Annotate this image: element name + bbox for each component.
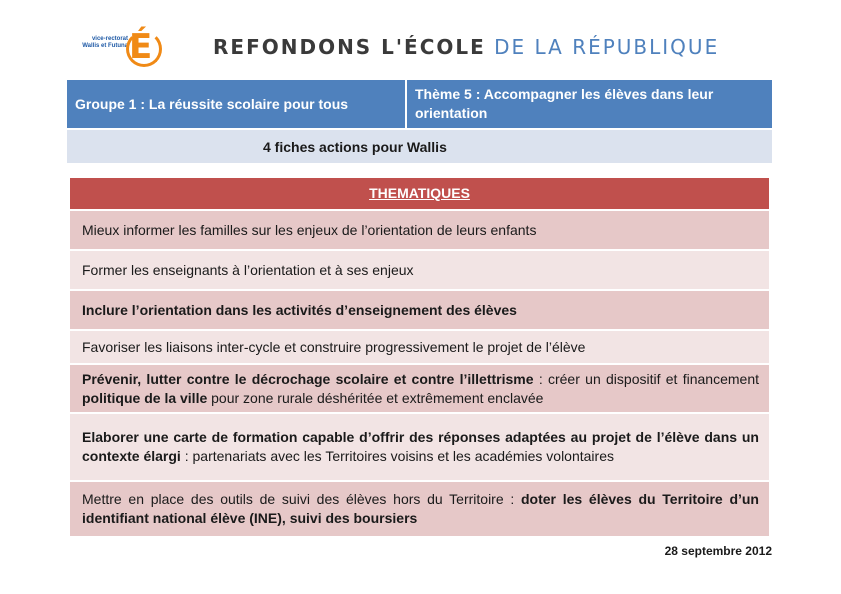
row-bold: Prévenir, lutter contre le décrochage scolaire et contre l’illettrisme [82,370,534,387]
theme-cell: Thème 5 : Accompagner les élèves dans leur orientation [407,80,772,128]
table-row [70,289,769,329]
logo-text [76,36,128,50]
table-header: THEMATIQUES [70,178,769,209]
row-bold: doter les élèves du Territoire d’un identifiant national élève (INE), suivi des boursiers [82,491,759,526]
logo-e-icon: É [129,27,153,67]
table-row [70,249,769,289]
group-cell: Groupe 1 : La réussite scolaire pour tous [67,80,407,128]
vice-rectorat-logo [76,28,158,68]
thematiques-table [70,178,769,536]
page-title [213,35,719,59]
row-bold: politique de la ville [82,389,208,406]
fiches-banner: 4 fiches actions pour Wallis [67,130,772,163]
logo-line1: vice-rectorat [91,36,128,42]
table-row [70,363,769,412]
row-normal: Mettre en place des outils de suivi des élèves hors du Territoire : [82,491,521,507]
row-text: Former les enseignants à l’orientation et à ses enjeux [82,261,414,278]
row-text [82,370,759,408]
row-bold: Elaborer une carte de formation capable d’offrir des réponses adaptées au projet de l’élève dans un contexte élargi [82,429,759,464]
row-normal: : partenariats avec les Territoires voisins et les académies volontaires [180,448,614,464]
table-row [70,412,769,480]
table-row [70,209,769,249]
group-theme-row [67,80,772,128]
row-normal: : créer un dispositif et financement [533,370,759,387]
table-row [70,329,769,363]
row-text [82,490,759,528]
title-part1: REFONDONS L'ÉCOLE [213,35,486,59]
row-normal: pour zone rurale déshéritée et extrêmement enclavée [207,389,544,406]
table-row [70,480,769,536]
title-part2: DE LA RÉPUBLIQUE [494,35,720,59]
row-text: Inclure l’orientation dans les activités d’enseignement des élèves [82,301,517,318]
row-text [82,428,759,466]
row-text: Mieux informer les familles sur les enjeux de l’orientation de leurs enfants [82,221,537,238]
row-text: Favoriser les liaisons inter-cycle et construire progressivement le projet de l’élève [82,338,586,355]
logo-line2: Wallis et Futuna [82,43,128,49]
document-date: 28 septembre 2012 [664,544,772,558]
